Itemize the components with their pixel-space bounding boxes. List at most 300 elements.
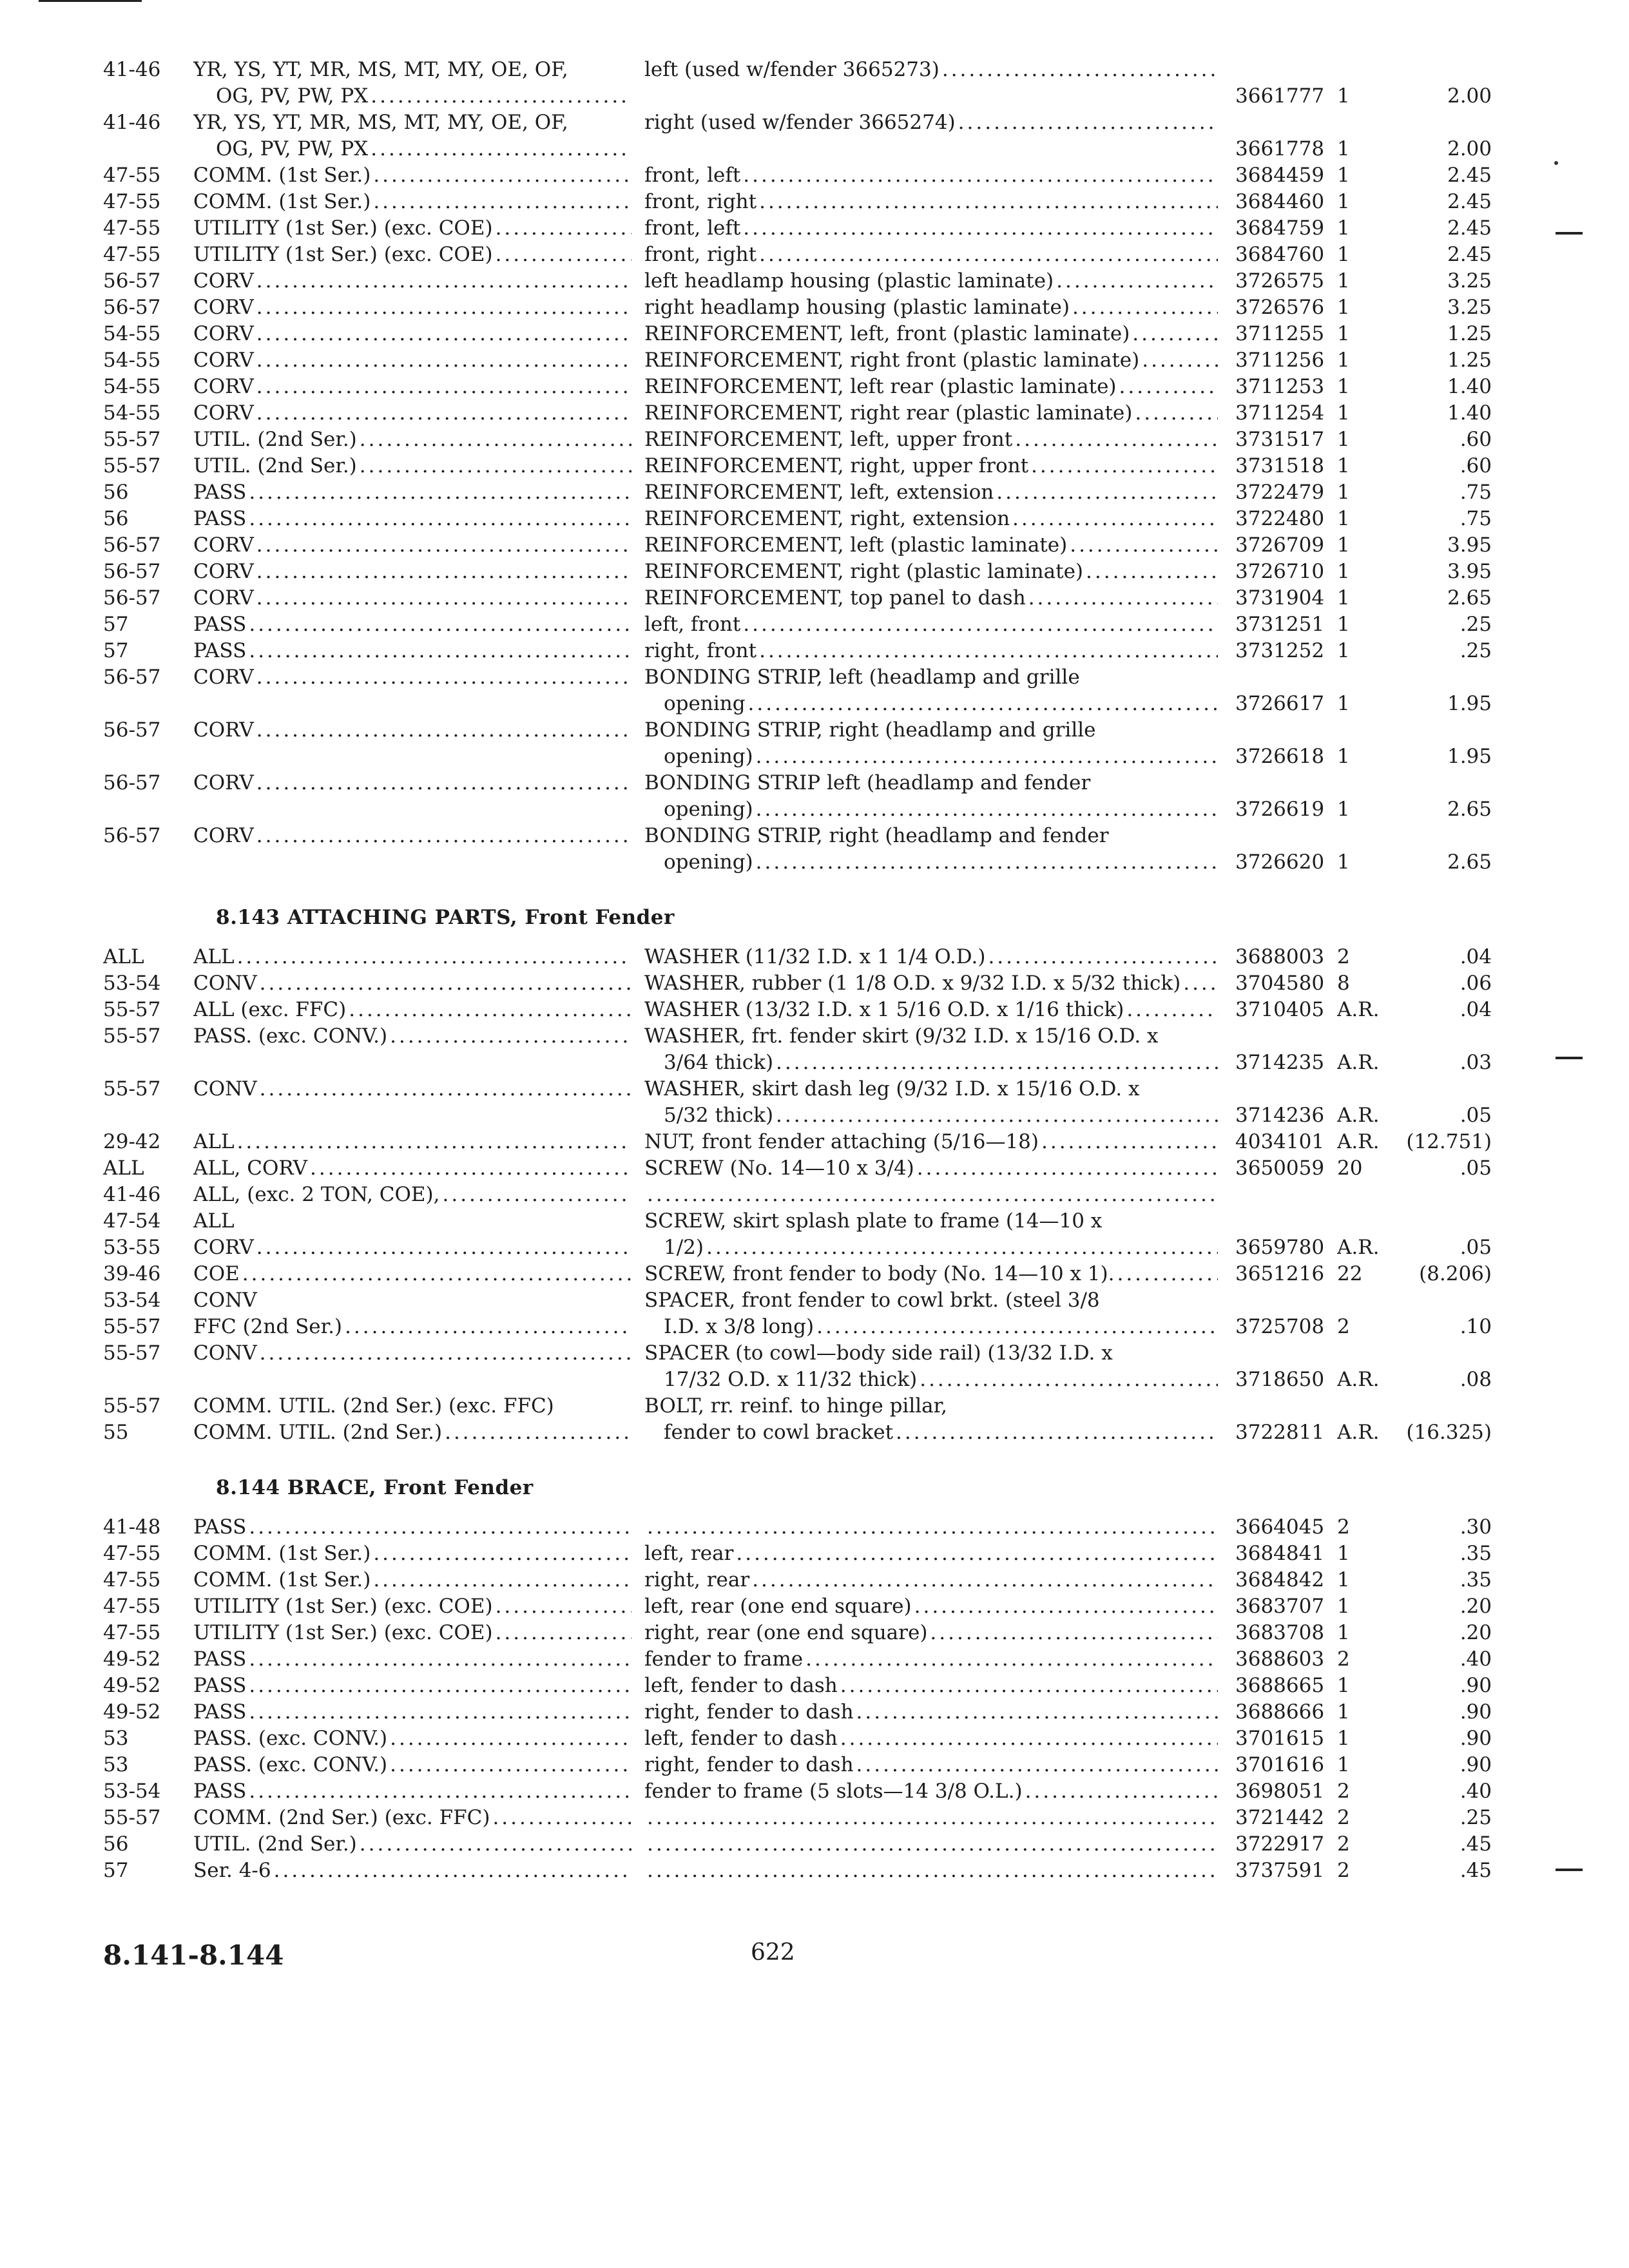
description-cell — [644, 944, 1218, 970]
model-line — [193, 1778, 631, 1805]
quantity: 2 — [1337, 1315, 1350, 1338]
years-secondary: 55 — [103, 1421, 129, 1444]
part-number: 3688603 — [1235, 1648, 1325, 1671]
price: .35 — [1460, 1542, 1492, 1565]
model-line — [193, 57, 631, 83]
description-line — [644, 1155, 1218, 1182]
description-line — [644, 691, 1218, 717]
model-text: CORV — [193, 666, 254, 689]
model-text: OG, PV, PW, PX — [216, 84, 369, 108]
model-text: COMM. (1st Ser.) — [193, 1568, 371, 1591]
model-line — [193, 506, 631, 532]
quantity: 1 — [1337, 639, 1350, 662]
part-number: 3726575 — [1235, 269, 1325, 293]
years-secondary: 55-57 — [103, 1315, 161, 1338]
price: 2.65 — [1447, 586, 1492, 610]
description-line — [644, 1129, 1218, 1155]
model-text: UTILITY (1st Ser.) (exc. COE) — [193, 1621, 493, 1644]
part-number: 3659780 — [1235, 1236, 1325, 1259]
model-text: CORV — [193, 349, 254, 372]
model-text: CORV — [193, 269, 254, 293]
years-cell — [103, 1620, 187, 1646]
table-row — [103, 997, 1492, 1023]
model-line — [193, 1831, 631, 1858]
model-line — [193, 136, 631, 162]
model-cell — [193, 1778, 631, 1805]
quantity: 2 — [1337, 1832, 1350, 1856]
years-cell — [103, 1858, 187, 1884]
model-text: UTIL. (2nd Ser.) — [193, 454, 357, 477]
model-cell — [193, 479, 631, 506]
description-cell — [644, 1858, 1218, 1884]
model-cell — [193, 717, 631, 744]
description-cell — [644, 611, 1218, 638]
description-line — [644, 1235, 1218, 1261]
years-cell — [103, 1393, 187, 1446]
years-value: 54-55 — [103, 349, 161, 372]
price: 1.40 — [1447, 375, 1492, 398]
description-line — [644, 1514, 1218, 1541]
description-line — [644, 1102, 1218, 1129]
model-cell — [193, 1261, 631, 1287]
part-number: 3718650 — [1235, 1368, 1325, 1391]
quantity: 1 — [1337, 613, 1350, 636]
model-cell — [193, 1725, 631, 1752]
dot-leader — [357, 1831, 631, 1858]
dot-leader — [838, 1725, 1218, 1752]
model-line — [193, 1567, 631, 1593]
dot-leader — [1117, 374, 1218, 400]
quantity: A.R. — [1337, 1104, 1380, 1127]
model-line — [193, 215, 631, 242]
model-text: PASS — [193, 613, 247, 636]
description-text: fender to frame — [644, 1648, 804, 1671]
part-number: 3684759 — [1235, 216, 1325, 240]
years-cell — [103, 638, 187, 664]
part-number: 3714235 — [1235, 1051, 1325, 1074]
dot-leader — [246, 1673, 631, 1699]
years-value: 47-54 — [103, 1209, 161, 1233]
model-text: COMM. (1st Ser.) — [193, 164, 371, 187]
years-cell — [103, 321, 187, 347]
years-cell — [103, 374, 187, 400]
years-value: 55-57 — [103, 1077, 161, 1100]
model-line — [193, 427, 631, 453]
years-cell — [103, 997, 187, 1023]
dot-leader — [1114, 1261, 1218, 1287]
description-text: SPACER, front fender to cowl brkt. (steel 3/8 — [644, 1289, 1100, 1312]
description-line — [644, 944, 1218, 970]
quantity: A.R. — [1337, 1130, 1380, 1153]
years-cell — [103, 1129, 187, 1155]
part-number: 3714236 — [1235, 1104, 1325, 1127]
model-cell — [193, 1858, 631, 1884]
dot-leader — [1132, 400, 1218, 427]
table-row — [103, 1725, 1492, 1752]
years-value: 47-55 — [103, 243, 161, 266]
dot-leader — [994, 479, 1218, 506]
table-row — [103, 770, 1492, 823]
model-cell — [193, 638, 631, 664]
model-line — [193, 347, 631, 374]
description-line — [644, 1725, 1218, 1752]
description-line — [644, 1673, 1218, 1699]
years-cell — [103, 1725, 187, 1752]
description-cell — [644, 347, 1218, 374]
description-cell — [644, 1340, 1218, 1393]
years-value: 56 — [103, 481, 129, 504]
quantity: 1 — [1337, 1595, 1350, 1618]
part-number: 3684841 — [1235, 1542, 1325, 1565]
dot-leader — [749, 1567, 1218, 1593]
model-cell — [193, 374, 631, 400]
description-text: 1/2) — [664, 1236, 704, 1259]
model-cell — [193, 268, 631, 294]
model-cell — [193, 294, 631, 321]
price: .90 — [1460, 1674, 1492, 1697]
description-line — [644, 1208, 1218, 1235]
description-cell — [644, 638, 1218, 664]
quantity: 2 — [1337, 1859, 1350, 1882]
model-text: Ser. 4-6 — [193, 1859, 271, 1882]
description-text: front, right — [644, 190, 757, 213]
part-number: 3684459 — [1235, 164, 1325, 187]
description-line — [644, 1831, 1218, 1858]
description-text: front, left — [644, 216, 741, 240]
years-cell — [103, 1752, 187, 1778]
dot-leader — [257, 1340, 631, 1367]
model-line — [193, 1858, 631, 1884]
description-text: left, front — [644, 613, 741, 636]
quantity: A.R. — [1337, 1051, 1380, 1074]
description-cell — [644, 242, 1218, 268]
part-number: 3688666 — [1235, 1700, 1325, 1724]
description-line — [644, 611, 1218, 638]
description-line — [644, 1393, 1218, 1419]
description-text: BOLT, rr. reinf. to hinge pillar, — [644, 1394, 947, 1418]
dot-leader — [917, 1367, 1218, 1393]
years-value: 56 — [103, 507, 129, 530]
quantity: 2 — [1337, 945, 1350, 968]
quantity: 1 — [1337, 586, 1350, 610]
description-line — [644, 664, 1218, 691]
description-line — [644, 1805, 1218, 1831]
table-row — [103, 374, 1492, 400]
years-value: 56-57 — [103, 824, 161, 847]
description-line — [644, 1541, 1218, 1567]
quantity: 1 — [1337, 349, 1350, 372]
model-text: YR, YS, YT, MR, MS, MT, MY, OE, OF, — [193, 58, 568, 81]
price: .20 — [1460, 1621, 1492, 1644]
table-row — [103, 189, 1492, 215]
years-cell — [103, 400, 187, 427]
model-cell — [193, 1129, 631, 1155]
model-text: ALL, CORV — [193, 1157, 308, 1180]
description-line — [644, 559, 1218, 585]
model-line — [193, 1182, 631, 1208]
table-row — [103, 479, 1492, 506]
model-text: CONV — [193, 972, 257, 995]
dot-leader — [1067, 532, 1218, 559]
dot-leader — [757, 638, 1218, 664]
years-cell — [103, 1340, 187, 1367]
dot-leader — [854, 1752, 1218, 1778]
model-text: CORV — [193, 533, 254, 557]
description-text: 17/32 O.D. x 11/32 thick) — [664, 1368, 918, 1391]
dot-leader — [368, 83, 631, 110]
years-value: 49-52 — [103, 1648, 161, 1671]
model-text: CORV — [193, 824, 254, 847]
table-row — [103, 611, 1492, 638]
years-value: 47-55 — [103, 1542, 161, 1565]
description-line — [644, 1593, 1218, 1620]
quantity: A.R. — [1337, 1236, 1380, 1259]
dot-leader — [773, 1050, 1218, 1076]
description-text: right, rear (one end square) — [644, 1621, 928, 1644]
description-text: fender to cowl bracket — [664, 1421, 894, 1444]
model-cell — [193, 427, 631, 453]
model-cell — [193, 1673, 631, 1699]
dot-leader — [235, 1129, 631, 1155]
dot-leader — [1023, 1778, 1218, 1805]
years-value: 57 — [103, 639, 129, 662]
model-line — [193, 1752, 631, 1778]
description-line — [644, 1023, 1218, 1050]
dot-leader — [1054, 268, 1218, 294]
price: .05 — [1460, 1157, 1492, 1180]
years-value: 56-57 — [103, 296, 161, 319]
quantity: 1 — [1337, 190, 1350, 213]
description-cell — [644, 268, 1218, 294]
description-text: WASHER, rubber (1 1/8 O.D. x 9/32 I.D. x 5/32 thick) — [644, 972, 1181, 995]
description-line — [644, 1752, 1218, 1778]
model-cell — [193, 506, 631, 532]
price: .60 — [1460, 454, 1492, 477]
price: .35 — [1460, 1568, 1492, 1591]
part-number: 3726709 — [1235, 533, 1325, 557]
model-cell — [193, 1076, 631, 1102]
quantity: 2 — [1337, 1515, 1350, 1539]
description-cell — [644, 479, 1218, 506]
price: 2.00 — [1447, 84, 1492, 108]
quantity: 1 — [1337, 533, 1350, 557]
description-text: fender to frame (5 slots—14 3/8 O.L.) — [644, 1780, 1023, 1803]
table-row — [103, 532, 1492, 559]
description-cell — [644, 1805, 1218, 1831]
price: .90 — [1460, 1700, 1492, 1724]
dot-leader — [914, 1155, 1218, 1182]
table-row — [103, 1752, 1492, 1778]
model-text: CORV — [193, 718, 254, 742]
model-line — [193, 970, 631, 997]
description-cell — [644, 1541, 1218, 1567]
table-row — [103, 1805, 1492, 1831]
model-cell — [193, 1340, 631, 1367]
model-cell — [193, 585, 631, 611]
part-number: 3683708 — [1235, 1621, 1325, 1644]
model-secondary: CORV — [193, 1236, 254, 1259]
model-line — [193, 1419, 631, 1446]
years-cell — [103, 664, 187, 691]
dot-leader — [254, 400, 631, 427]
years-cell — [103, 242, 187, 268]
model-text: COMM. UTIL. (2nd Ser.) (exc. FFC) — [193, 1394, 554, 1418]
dot-leader — [387, 1023, 631, 1050]
years-value: 47-55 — [103, 1595, 161, 1618]
years-value: 55-57 — [103, 998, 161, 1021]
model-cell — [193, 162, 631, 189]
years-value: 53-54 — [103, 1289, 161, 1312]
part-number: 3731252 — [1235, 639, 1325, 662]
model-line — [193, 162, 631, 189]
years-value: 53 — [103, 1753, 129, 1776]
description-text: REINFORCEMENT, right front (plastic laminate) — [644, 349, 1140, 372]
table-row — [103, 242, 1492, 268]
model-line — [193, 717, 631, 744]
price: (8.206) — [1419, 1262, 1492, 1285]
price: .90 — [1460, 1727, 1492, 1750]
dot-leader — [740, 611, 1218, 638]
dot-leader — [644, 1514, 1218, 1541]
model-text: UTILITY (1st Ser.) (exc. COE) — [193, 243, 493, 266]
table-row — [103, 427, 1492, 453]
model-cell — [193, 1620, 631, 1646]
years-cell — [103, 1023, 187, 1050]
description-line — [644, 1567, 1218, 1593]
description-text: right, fender to dash — [644, 1700, 854, 1724]
years-value: 47-55 — [103, 1568, 161, 1591]
model-text: PASS — [193, 1648, 247, 1671]
dot-leader — [371, 1567, 631, 1593]
part-number: 3711254 — [1235, 401, 1325, 425]
years-value: 56-57 — [103, 269, 161, 293]
table-row — [103, 559, 1492, 585]
model-line — [193, 1514, 631, 1541]
description-text: SCREW, skirt splash plate to frame (14—10 x — [644, 1209, 1103, 1233]
model-text: UTIL. (2nd Ser.) — [193, 1832, 357, 1856]
years-value: 56-57 — [103, 560, 161, 583]
model-cell — [193, 1752, 631, 1778]
years-cell — [103, 1593, 187, 1620]
dot-leader — [240, 1261, 631, 1287]
model-line — [193, 1620, 631, 1646]
quantity: 1 — [1337, 692, 1350, 715]
model-text: PASS. (exc. CONV.) — [193, 1024, 388, 1048]
quantity: 1 — [1337, 164, 1350, 187]
dot-leader — [493, 1620, 631, 1646]
model-cell — [193, 110, 631, 162]
price: 3.25 — [1447, 269, 1492, 293]
part-number: 3684760 — [1235, 243, 1325, 266]
model-cell — [193, 997, 631, 1023]
model-cell — [193, 347, 631, 374]
section-heading: 8.143 ATTACHING PARTS, Front Fender — [216, 906, 675, 929]
price: 1.25 — [1447, 349, 1492, 372]
description-cell — [644, 1514, 1218, 1541]
dot-leader — [746, 691, 1218, 717]
table-row — [103, 110, 1492, 162]
description-line — [644, 242, 1218, 268]
description-line — [644, 294, 1218, 321]
years-cell — [103, 506, 187, 532]
description-cell — [644, 506, 1218, 532]
dot-leader — [246, 1514, 631, 1541]
model-text: OG, PV, PW, PX — [216, 137, 369, 160]
model-text: COMM. (2nd Ser.) (exc. FFC) — [193, 1806, 490, 1829]
dot-leader — [644, 1182, 1218, 1208]
model-cell — [193, 1287, 631, 1340]
dot-leader — [1181, 970, 1218, 997]
dot-leader — [704, 1235, 1218, 1261]
years-cell — [103, 823, 187, 849]
model-text: CORV — [193, 375, 254, 398]
description-text: opening) — [664, 745, 753, 768]
model-cell — [193, 1393, 631, 1446]
years-cell — [103, 1208, 187, 1261]
model-line — [193, 110, 631, 136]
part-number: 3722480 — [1235, 507, 1325, 530]
description-text: left, rear (one end square) — [644, 1595, 912, 1618]
description-line — [644, 189, 1218, 215]
dot-leader — [1083, 559, 1218, 585]
model-line — [193, 1155, 631, 1182]
description-text: REINFORCEMENT, right, upper front — [644, 454, 1029, 477]
description-line — [644, 453, 1218, 479]
description-text: REINFORCEMENT, right, extension — [644, 507, 1010, 530]
description-cell — [644, 997, 1218, 1023]
table-row — [103, 1129, 1492, 1155]
description-line — [644, 1646, 1218, 1673]
years-value: 55-57 — [103, 454, 161, 477]
description-text: SCREW (No. 14—10 x 3/4) — [644, 1157, 914, 1180]
years-cell — [103, 215, 187, 242]
dot-leader — [254, 717, 631, 744]
model-text: ALL — [193, 1130, 235, 1153]
model-line — [193, 242, 631, 268]
part-number: 3721442 — [1235, 1806, 1325, 1829]
model-line — [193, 823, 631, 849]
price: .60 — [1460, 428, 1492, 451]
years-cell — [103, 453, 187, 479]
description-text: left, fender to dash — [644, 1674, 838, 1697]
part-number: 3684842 — [1235, 1568, 1325, 1591]
part-number: 3731517 — [1235, 428, 1325, 451]
description-text: left, fender to dash — [644, 1727, 838, 1750]
description-line — [644, 717, 1218, 744]
part-number: 3722811 — [1235, 1421, 1325, 1444]
years-cell — [103, 1646, 187, 1673]
dot-leader — [346, 997, 631, 1023]
description-cell — [644, 1129, 1218, 1155]
table-row — [103, 970, 1492, 997]
price: 2.45 — [1447, 243, 1492, 266]
table-row — [103, 1620, 1492, 1646]
price: 2.65 — [1447, 798, 1492, 821]
description-line — [644, 347, 1218, 374]
dot-leader — [838, 1673, 1218, 1699]
table-row — [103, 944, 1492, 970]
quantity: 1 — [1337, 428, 1350, 451]
description-cell — [644, 453, 1218, 479]
model-line — [193, 1235, 631, 1261]
model-line — [193, 1593, 631, 1620]
description-cell — [644, 717, 1218, 770]
part-number: 3701616 — [1235, 1753, 1325, 1776]
part-number: 3737591 — [1235, 1859, 1325, 1882]
description-text: WASHER (11/32 I.D. x 1 1/4 O.D.) — [644, 945, 986, 968]
description-line — [644, 110, 1218, 136]
years-cell — [103, 1261, 187, 1287]
